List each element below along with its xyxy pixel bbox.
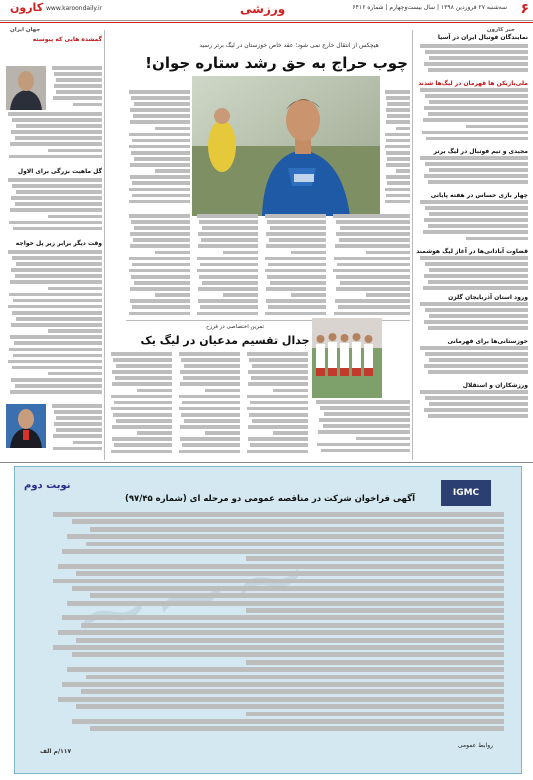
- left-text-5: [50, 404, 102, 458]
- footballer-photo-image: [192, 76, 380, 216]
- text-lines: [50, 66, 102, 106]
- text-lines: [416, 346, 528, 374]
- right-subhead-4: چهار بازی حساس در هفته پایانی: [430, 192, 528, 199]
- main-text-col-3: [194, 214, 258, 318]
- left-subhead-2: گل ماهیت بزرگی برای الاول: [17, 168, 102, 175]
- right-text-2: [416, 88, 528, 148]
- text-lines: [384, 90, 410, 203]
- right-text-4: [416, 200, 528, 248]
- text-lines: [4, 112, 102, 158]
- right-text-5: [416, 256, 528, 294]
- ad-body: [34, 512, 504, 740]
- team-photo-image: [312, 318, 382, 398]
- left-subhead-wrap-2: [4, 168, 102, 176]
- header-rule: [0, 20, 533, 21]
- ad-tag: نوبت دوم: [24, 480, 71, 491]
- newspaper-logo: کارون: [10, 1, 44, 14]
- text-lines: [244, 352, 308, 453]
- text-lines: [108, 352, 172, 453]
- website: www.karoondaily.ir: [46, 5, 103, 12]
- ad-separator: [0, 462, 533, 463]
- text-lines: [176, 352, 240, 453]
- right-column-header: خبر کارون: [486, 27, 515, 33]
- text-lines: [4, 250, 102, 394]
- date-line: سه‌شنبه ۲۷ فروردین ۱۳۹۸ | سال بیست‌وچهارم | شماره ۶۴۱۶: [352, 4, 507, 11]
- right-text-6: [416, 302, 528, 338]
- left-column-divider: [104, 30, 105, 460]
- section-title: ورزشی: [240, 2, 286, 16]
- header-accent-rule: [0, 22, 533, 23]
- left-column-top: [4, 36, 102, 44]
- main-kicker: هیچکس از انتقال خارج نمی شود؛ عقد خاص خوزستان در لیگ برتر رسید: [199, 42, 379, 49]
- right-column: [416, 34, 528, 460]
- left-column-header: جهان ایران: [10, 27, 41, 33]
- right-text-3: [416, 156, 528, 192]
- main-photo: [192, 76, 380, 216]
- text-lines: [126, 214, 190, 315]
- main-text-col-6: [384, 90, 410, 210]
- ad-signature: روابط عمومی: [457, 742, 493, 749]
- left-subhead-wrap-3: [4, 240, 102, 248]
- right-subhead-1: نمایندگان فوتبال ایران در آسیا: [437, 34, 528, 41]
- text-lines: [262, 214, 326, 315]
- ad-code: ۱۱۷/م الف: [40, 748, 72, 755]
- text-lines: [416, 256, 528, 290]
- page-header: [0, 0, 533, 20]
- main-text-col-5: [126, 90, 190, 210]
- second-text-col-1: [244, 352, 308, 458]
- left-text-1: [50, 66, 102, 110]
- main-text-col-4: [126, 214, 190, 318]
- second-kicker: تمرین اختصاصی در فرزح: [206, 324, 264, 330]
- text-lines: [126, 90, 190, 203]
- left-text-4: [4, 250, 102, 400]
- columnist-photo: [6, 66, 46, 110]
- text-lines: [194, 214, 258, 315]
- page-number: ۶: [520, 1, 529, 17]
- columnist-photo-image: [6, 66, 46, 110]
- left-subhead-1: گمشده هایی که پیوسته: [32, 36, 102, 43]
- right-text-7: [416, 346, 528, 382]
- second-text-col-4: [312, 400, 410, 458]
- main-text-col-1: [330, 214, 410, 318]
- second-headline: جدال تقسیم مدعیان در لیگ یک: [140, 334, 310, 347]
- text-lines: [416, 156, 528, 184]
- right-subhead-6: ورود استان آذربایجان گلزن: [448, 294, 528, 301]
- text-lines: [416, 44, 528, 72]
- text-lines: [4, 178, 102, 230]
- right-subhead-3: مجیدی و تیم فوتبال در لیگ برتر: [433, 148, 528, 155]
- main-text-col-2: [262, 214, 326, 318]
- second-text-col-2: [176, 352, 240, 458]
- right-subhead-5: قضاوت آبادانی‌ها در آغاز لیگ هوشمند: [416, 248, 528, 255]
- right-subhead-2: ملی‌بازیکن ها قهرمان در لیگ‌ها شدند: [418, 80, 528, 87]
- text-lines: [312, 400, 410, 452]
- text-lines: [416, 390, 528, 418]
- igmc-logo: IGMC: [441, 480, 491, 506]
- text-lines: [34, 512, 504, 731]
- main-headline: چوب حراج به حق رشد ستاره جوان!: [145, 54, 408, 72]
- presenter-photo: [6, 404, 46, 448]
- left-text-2: [4, 112, 102, 166]
- ad-title: آگهی فراخوان شرکت در مناقصه عمومی دو مرحله ای (شماره ۹۷/۴۵): [124, 494, 416, 504]
- right-text-1: [416, 44, 528, 80]
- text-lines: [330, 214, 410, 315]
- column-divider: [412, 30, 413, 460]
- text-lines: [416, 88, 528, 140]
- second-text-col-3: [108, 352, 172, 458]
- right-subhead-8: ورزشکاران و استقلال: [462, 382, 528, 389]
- left-subhead-3: وقت دیگر برابر زیر پل خواجه: [15, 240, 102, 247]
- text-lines: [50, 404, 102, 450]
- team-photo: [312, 318, 382, 398]
- right-text-8: [416, 390, 528, 424]
- presenter-photo-image: [6, 404, 46, 448]
- text-lines: [416, 302, 528, 330]
- text-lines: [416, 200, 528, 240]
- left-text-3: [4, 178, 102, 238]
- right-subhead-7: خوزستانی‌ها برای قهرمانی: [447, 338, 528, 345]
